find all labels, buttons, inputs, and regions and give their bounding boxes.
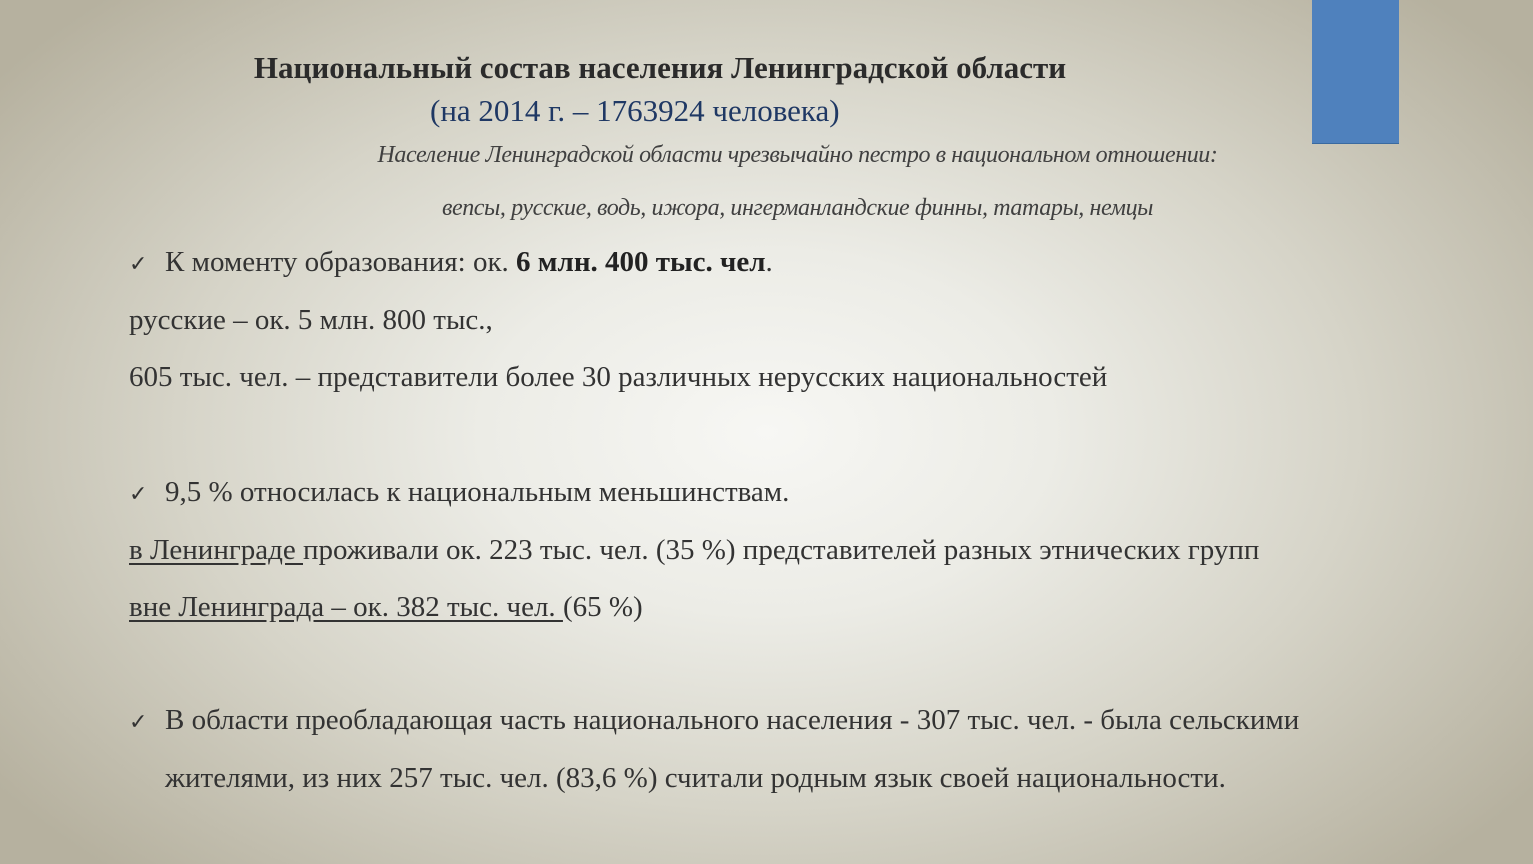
bullet-minorities — [129, 476, 789, 509]
leningrad-rest: проживали ок. 223 тыс. чел. (35 %) представителей разных этнических групп — [303, 534, 1260, 566]
formation-period: . — [765, 246, 773, 278]
non-russians-line: 605 тыс. чел. – представители более 30 различных нерусских национальностей — [129, 361, 1108, 393]
checkmark-icon: ✓ — [129, 710, 148, 735]
slide-subtitle: (на 2014 г. – 1763924 человека) — [430, 93, 840, 128]
leningrad-underlined: в Ленинграде — [129, 534, 303, 566]
russians-line: русские – ок. 5 млн. 800 тыс., — [129, 304, 493, 336]
bullet-formation — [129, 246, 773, 279]
formation-total: 6 млн. 400 тыс. чел — [516, 246, 766, 278]
outside-leningrad-line — [129, 591, 643, 624]
checkmark-icon: ✓ — [129, 482, 148, 507]
formation-text: К моменту образования: ок. — [165, 246, 517, 278]
outside-underlined: вне Ленинграда – ок. 382 тыс. чел. — [129, 591, 563, 623]
minorities-text: 9,5 % относилась к национальным меньшинствам. — [165, 476, 790, 508]
bullet-rural — [129, 704, 1299, 737]
slide-title: Национальный состав населения Ленинградской области — [253, 50, 1067, 85]
rural-text-1: В области преобладающая часть национального населения - 307 тыс. чел. - была сельскими — [165, 704, 1300, 736]
intro-line-2: вепсы, русские, водь, ижора, ингерманландские финны, татары, немцы — [441, 195, 1154, 221]
accent-rectangle — [1312, 0, 1399, 144]
rural-line-2: жителями, из них 257 тыс. чел. (83,6 %) считали родным язык своей национальности. — [165, 762, 1226, 794]
leningrad-line — [129, 534, 1259, 567]
checkmark-icon: ✓ — [129, 252, 148, 277]
outside-rest: (65 %) — [562, 591, 643, 623]
intro-line-1: Население Ленинградской области чрезвычайно пестро в национальном отношении: — [377, 142, 1218, 168]
